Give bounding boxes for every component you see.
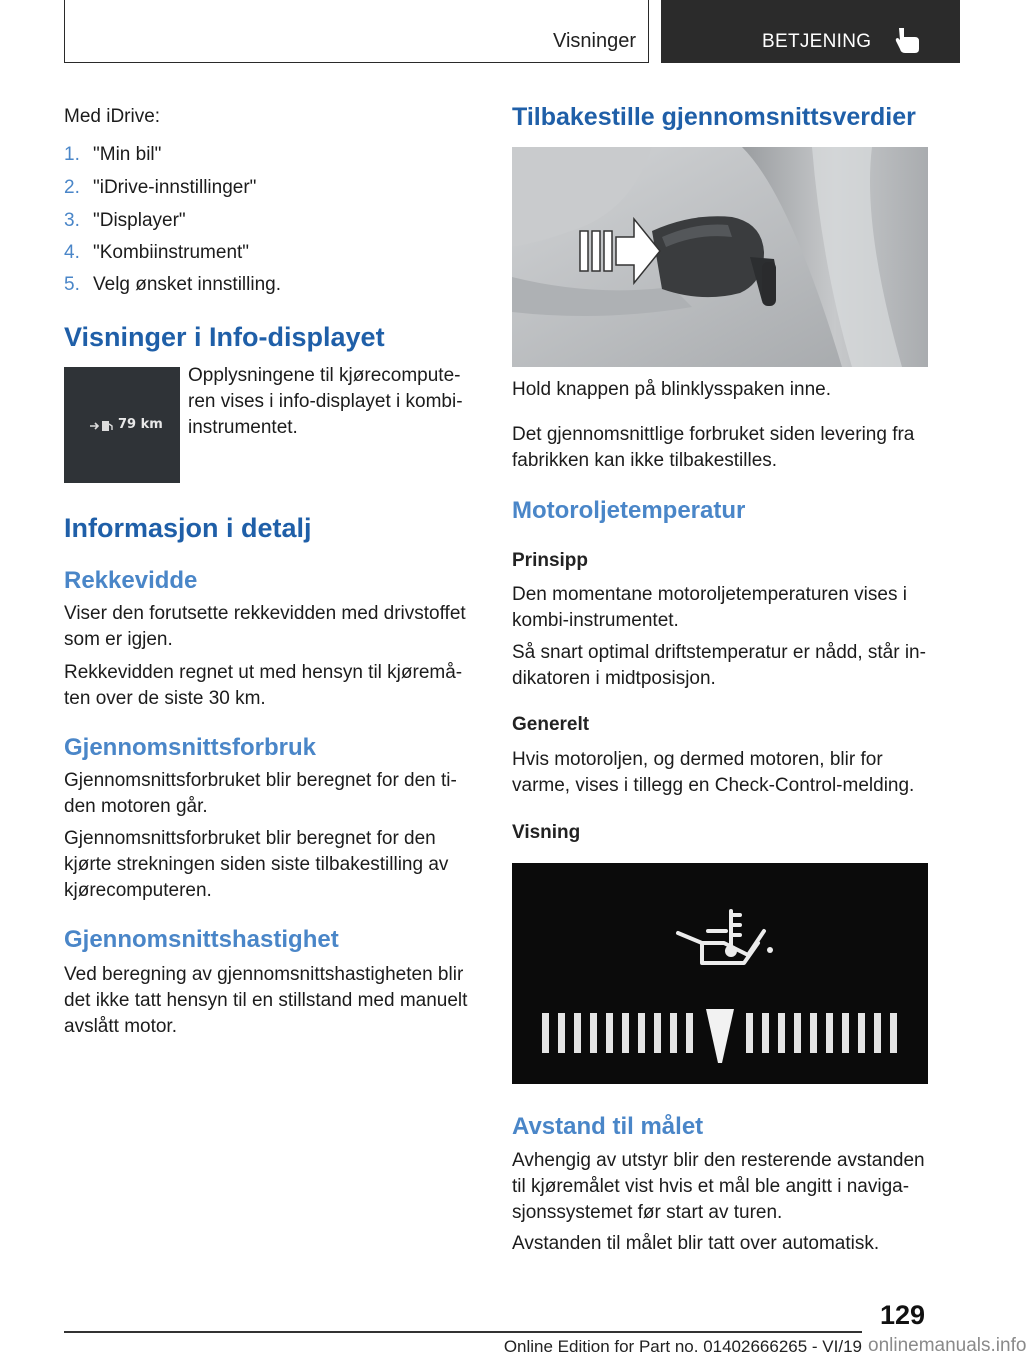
tilbakestille-paragraph-2: Det gjennomsnittlige forbruket siden levering fra fabrikken kan ikke tilbakestilles.	[512, 424, 915, 471]
turn-signal-stalk-image	[512, 147, 928, 367]
step-text: "Min bil"	[93, 144, 162, 165]
step-number: 2.	[64, 177, 80, 198]
step-number: 1.	[64, 144, 80, 165]
watermark: onlinemanuals.info	[868, 1335, 1026, 1356]
heading-motorolje: Motoroljetemperatur	[512, 497, 746, 524]
rekkevidde-paragraph-1: Viser den forutsette rekkevidden med drivstoffet som er igjen.	[64, 603, 466, 650]
step-text: "Kombiinstrument"	[93, 242, 250, 263]
step-number: 5.	[64, 274, 80, 295]
heading-visning: Visning	[512, 822, 581, 843]
tilbakestille-paragraph-1: Hold knappen på blinklysspaken inne.	[512, 379, 831, 400]
footer-edition: Online Edition for Part no. 01402666265 - VI/19	[503, 1337, 862, 1356]
intro-text: Med iDrive:	[64, 106, 161, 127]
prinsipp-paragraph-1: Den momentane motoroljetemperaturen vises i kombi-instrumentet.	[512, 584, 907, 631]
visninger-text: Opplysningene til kjørecompute- ren vises i info-displayet i kombi- instrumentet.	[188, 365, 463, 438]
avstand-paragraph-1: Avhengig av utstyr blir den resterende avstanden til kjøremålet vist hvis et mål ble angitt i naviga- sjonssystemet før start av turen.	[512, 1150, 925, 1223]
oil-temperature-display-image	[512, 863, 928, 1084]
step-number: 4.	[64, 242, 80, 263]
step-text: "Displayer"	[93, 210, 186, 231]
pointing-hand-icon	[895, 26, 921, 54]
prinsipp-paragraph-2: Så snart optimal driftstemperatur er nådd, står in- dikatoren i midtposisjon.	[512, 642, 926, 689]
step-text: Velg ønsket innstilling.	[93, 274, 281, 295]
heading-rekkevidde: Rekkevidde	[64, 567, 198, 594]
header-section-title: Visninger	[552, 30, 636, 52]
header-section-box	[64, 0, 649, 63]
forbruk-paragraph-2: Gjennomsnittsforbruket blir beregnet for den kjørte strekningen siden siste tilbakestilling av kjørecomputeren.	[64, 828, 449, 901]
rekkevidde-paragraph-2: Rekkevidden regnet ut med hensyn til kjøremå- ten over de siste 30 km.	[64, 662, 463, 709]
heading-prinsipp: Prinsipp	[512, 550, 589, 571]
oil-temperature-gauge-illustration	[512, 863, 928, 1084]
heading-avstand: Avstand til målet	[512, 1113, 704, 1140]
heading-visninger: Visninger i Info-displayet	[64, 322, 385, 352]
forbruk-paragraph-1: Gjennomsnittsforbruket blir beregnet for den ti- den motoren går.	[64, 770, 457, 817]
step-text: "iDrive-innstillinger"	[93, 177, 257, 198]
heading-hastighet: Gjennomsnittshastighet	[64, 926, 339, 953]
header-chapter-tab	[661, 0, 960, 63]
info-display-image	[64, 367, 180, 483]
turn-signal-stalk-illustration	[512, 147, 928, 367]
page-number: 129	[880, 1300, 926, 1330]
generelt-paragraph-1: Hvis motoroljen, og dermed motoren, blir for varme, vises i tillegg en Check-Control-melding.	[512, 749, 915, 796]
heading-informasjon: Informasjon i detalj	[64, 513, 312, 543]
fuel-range-icon	[90, 420, 114, 432]
hastighet-paragraph-1: Ved beregning av gjennomsnittshastigheten blir det ikke tatt hensyn til en stillstand med manuelt avslått motor.	[64, 964, 468, 1037]
heading-tilbakestille: Tilbakestille gjennomsnittsverdier	[512, 103, 916, 131]
avstand-paragraph-2: Avstanden til målet blir tatt over automatisk.	[512, 1233, 880, 1254]
range-readout: 79 km	[118, 417, 163, 432]
step-number: 3.	[64, 210, 80, 231]
heading-forbruk: Gjennomsnittsforbruk	[64, 734, 317, 761]
header-chapter-title: BETJENING	[762, 31, 872, 52]
heading-generelt: Generelt	[512, 714, 590, 735]
footer-divider	[64, 1331, 862, 1333]
